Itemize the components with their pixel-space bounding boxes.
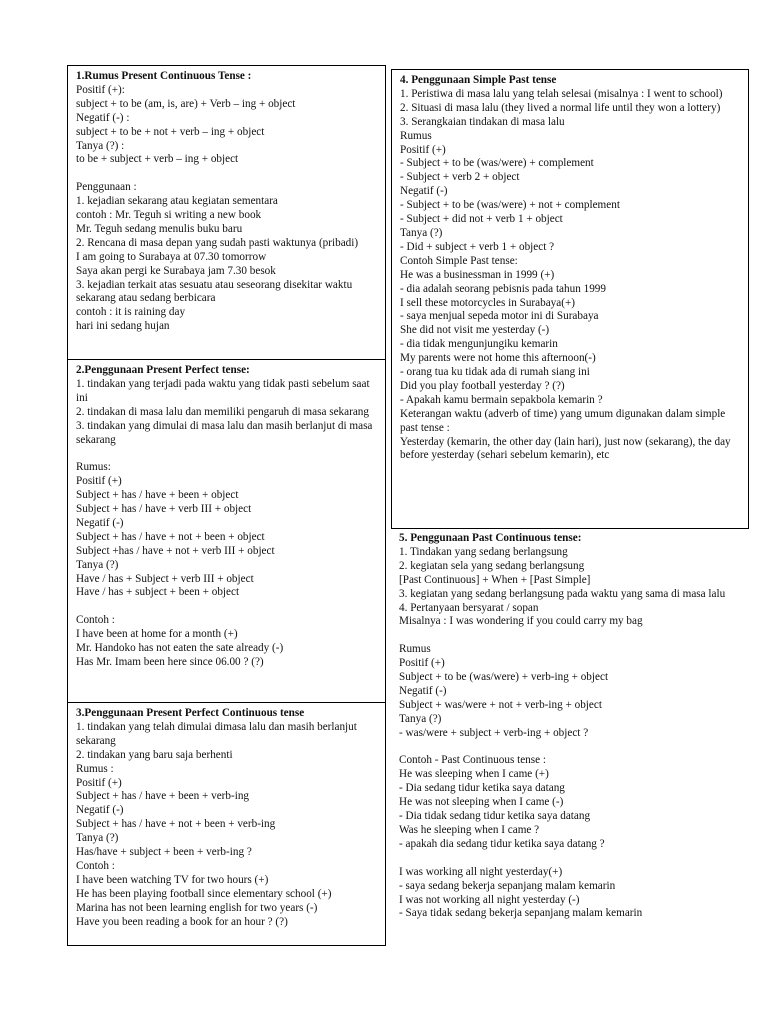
blank-line bbox=[76, 600, 379, 614]
text-line: I have been watching TV for two hours (+) bbox=[76, 873, 269, 886]
text-line: Subject + has / have + been + verb-ing bbox=[76, 790, 250, 803]
text-line: Rumus bbox=[399, 643, 431, 656]
text-line: - Apakah kamu bermain sepakbola kemarin ? bbox=[400, 393, 603, 406]
text-line: My parents were not home this afternoon(-) bbox=[400, 352, 596, 365]
text-line: Tanya (?) : bbox=[76, 139, 125, 152]
text-line: Negatif (-) : bbox=[76, 111, 130, 124]
text-line: Positif (+) bbox=[399, 657, 445, 670]
text-line: I have been at home for a month (+) bbox=[76, 628, 238, 641]
text-line: contoh : Mr. Teguh si writing a new book bbox=[76, 209, 262, 222]
text-line: He has been playing football since elementary school (+) bbox=[76, 887, 332, 900]
text-line: Negatif (-) bbox=[76, 804, 124, 817]
text-line: She did not visit me yesterday (-) bbox=[400, 324, 550, 337]
text-line: 3. Serangkaian tindakan di masa lalu bbox=[400, 115, 565, 128]
text-line: I am going to Surabaya at 07.30 tomorrow bbox=[76, 250, 267, 263]
text-line: Penggunaan : bbox=[76, 181, 137, 194]
text-line: Has Mr. Imam been here since 06.00 ? (?) bbox=[76, 656, 264, 668]
text-line: Contoh : bbox=[76, 614, 115, 627]
text-line: Negatif (-) bbox=[400, 185, 448, 198]
text-line: 2. tindakan yang baru saja berhenti bbox=[76, 748, 233, 761]
blank-line bbox=[399, 741, 743, 755]
text-line: subject + to be + not + verb – ing + object bbox=[76, 125, 265, 138]
text-line: Contoh Simple Past tense: bbox=[400, 254, 518, 267]
section-title: 2.Penggunaan Present Perfect tense: bbox=[76, 364, 250, 376]
text-line: Did you play football yesterday ? (?) bbox=[400, 379, 565, 392]
text-line: Contoh - Past Continuous tense : bbox=[399, 754, 546, 767]
text-line: Have / has + subject + been + object bbox=[76, 586, 240, 599]
section-present-perfect-continuous bbox=[67, 702, 386, 946]
text-line: Subject + has / have + not + been + verb-ing bbox=[76, 818, 276, 831]
text-line: - Subject + did not + verb 1 + object bbox=[400, 213, 563, 226]
text-line: Subject + has / have + not + been + object bbox=[76, 530, 265, 543]
text-line: 2. kegiatan sela yang sedang berlangsung bbox=[399, 559, 585, 572]
text-line: Tanya (?) bbox=[76, 558, 119, 571]
text-line: Subject + has / have + verb III + object bbox=[76, 503, 252, 516]
text-line: Subject + to be (was/were) + verb-ing + object bbox=[399, 671, 609, 684]
text-line: Rumus bbox=[400, 129, 432, 142]
text-line: - Saya tidak sedang bekerja sepanjang malam kemarin bbox=[399, 907, 643, 920]
section-present-continuous bbox=[67, 65, 386, 360]
text-line: Tanya (?) bbox=[76, 832, 119, 845]
text-line: - Dia tidak sedang tidur ketika saya datang bbox=[399, 810, 591, 823]
text-line: Marina has not been learning english for two years (-) bbox=[76, 901, 318, 914]
text-line: to be + subject + verb – ing + object bbox=[76, 153, 239, 166]
text-line: Was he sleeping when I came ? bbox=[399, 824, 540, 836]
text-line: 3. kejadian terkait atas sesuatu atau seseorang disekitar waktu sekarang atau sedang berbicara bbox=[76, 278, 353, 305]
text-line: I was working all night yesterday(+) bbox=[399, 865, 563, 878]
section-title: 3.Penggunaan Present Perfect Continuous tense bbox=[76, 707, 305, 719]
blank-line bbox=[399, 852, 743, 866]
text-line: Negatif (-) bbox=[399, 684, 447, 697]
text-line: Mr. Handoko has not eaten the sate already (-) bbox=[76, 642, 284, 655]
text-line: Tanya (?) bbox=[399, 712, 442, 725]
blank-line bbox=[76, 447, 379, 461]
text-line: Has/have + subject + been + verb-ing ? bbox=[76, 846, 252, 859]
text-line: Subject + has / have + been + object bbox=[76, 489, 239, 502]
text-line: 3. kegiatan yang sedang berlangsung pada waktu yang sama di masa lalu bbox=[399, 587, 726, 600]
text-line: Yesterday (kemarin, the other day (lain hari), just now (sekarang), the day before yesterday (sehari sebelum kemarin), etc bbox=[400, 435, 731, 462]
text-line: Tanya (?) bbox=[400, 226, 443, 239]
text-line: Misalnya : I was wondering if you could carry my bag bbox=[399, 615, 643, 628]
blank-line bbox=[399, 629, 743, 643]
text-line: 1. Tindakan yang sedang berlangsung bbox=[399, 545, 568, 558]
text-line: - orang tua ku tidak ada di rumah siang ini bbox=[400, 366, 590, 379]
text-line: - Did + subject + verb 1 + object ? bbox=[400, 240, 555, 253]
text-line: Have you been reading a book for an hour ? (?) bbox=[76, 915, 288, 928]
text-line: subject + to be (am, is, are) + Verb – ing + object bbox=[76, 97, 296, 110]
text-line: hari ini sedang hujan bbox=[76, 320, 170, 333]
text-line: - apakah dia sedang tidur ketika saya datang ? bbox=[399, 837, 605, 850]
text-line: - Subject + to be (was/were) + not + complement bbox=[400, 199, 620, 212]
text-line: 3. tindakan yang dimulai di masa lalu dan masih berlanjut di masa sekarang bbox=[76, 419, 373, 446]
text-line: - Dia sedang tidur ketika saya datang bbox=[399, 782, 565, 795]
text-line: - dia adalah seorang pebisnis pada tahun 1999 bbox=[400, 282, 606, 295]
text-line: [Past Continuous] + When + [Past Simple] bbox=[399, 573, 591, 586]
section-title: 5. Penggunaan Past Continuous tense: bbox=[399, 532, 582, 544]
text-line: Saya akan pergi ke Surabaya jam 7.30 besok bbox=[76, 264, 276, 277]
text-line: Rumus : bbox=[76, 762, 114, 775]
text-line: Positif (+) bbox=[400, 143, 446, 156]
text-line: - saya sedang bekerja sepanjang malam kemarin bbox=[399, 879, 616, 892]
text-line: contoh : it is raining day bbox=[76, 306, 186, 319]
text-line: Keterangan waktu (adverb of time) yang umum digunakan dalam simple past tense : bbox=[400, 407, 726, 434]
text-line: 2. Rencana di masa depan yang sudah pasti waktunya (pribadi) bbox=[76, 236, 359, 249]
text-line: Positif (+) bbox=[76, 776, 122, 789]
text-line: He was a businessman in 1999 (+) bbox=[400, 268, 555, 281]
text-line: - Subject + to be (was/were) + complement bbox=[400, 157, 594, 170]
text-line: He was not sleeping when I came (-) bbox=[399, 796, 564, 809]
text-line: 1. Peristiwa di masa lalu yang telah selesai (misalnya : I went to school) bbox=[400, 87, 723, 100]
text-line: 2. Situasi di masa lalu (they lived a normal life until they won a lottery) bbox=[400, 101, 721, 114]
text-line: Have / has + Subject + verb III + object bbox=[76, 572, 254, 585]
text-line: 1. kejadian sekarang atau kegiatan sementara bbox=[76, 195, 278, 208]
text-line: Positif (+) bbox=[76, 475, 122, 488]
text-line: 1. tindakan yang telah dimulai dimasa lalu dan masih berlanjut sekarang bbox=[76, 720, 357, 747]
text-line: Subject + was/were + not + verb-ing + object bbox=[399, 698, 602, 711]
text-line: Negatif (-) bbox=[76, 516, 124, 529]
text-line: 1. tindakan yang terjadi pada waktu yang tidak pasti sebelum saat ini bbox=[76, 377, 370, 404]
section-title: 1.Rumus Present Continuous Tense : bbox=[76, 70, 252, 82]
text-line: Mr. Teguh sedang menulis buku baru bbox=[76, 222, 243, 235]
section-title: 4. Penggunaan Simple Past tense bbox=[400, 74, 557, 86]
blank-line bbox=[76, 167, 379, 181]
text-line: Positif (+): bbox=[76, 83, 125, 96]
text-line: Contoh : bbox=[76, 859, 115, 872]
section-past-continuous bbox=[391, 528, 749, 953]
text-line: Subject +has / have + not + verb III + object bbox=[76, 544, 275, 557]
section-simple-past bbox=[391, 69, 749, 529]
text-line: I was not working all night yesterday (-) bbox=[399, 893, 580, 906]
text-line: I sell these motorcycles in Surabaya(+) bbox=[400, 296, 575, 309]
text-line: 4. Pertanyaan bersyarat / sopan bbox=[399, 601, 539, 614]
text-line: - dia tidak mengunjungiku kemarin bbox=[400, 338, 558, 351]
text-line: - Subject + verb 2 + object bbox=[400, 171, 520, 184]
text-line: - saya menjual sepeda motor ini di Surabaya bbox=[400, 310, 599, 323]
text-line: He was sleeping when I came (+) bbox=[399, 768, 549, 781]
text-line: - was/were + subject + verb-ing + object ? bbox=[399, 726, 589, 739]
text-line: Rumus: bbox=[76, 461, 111, 474]
section-present-perfect bbox=[67, 359, 386, 703]
text-line: 2. tindakan di masa lalu dan memiliki pengaruh di masa sekarang bbox=[76, 405, 369, 418]
